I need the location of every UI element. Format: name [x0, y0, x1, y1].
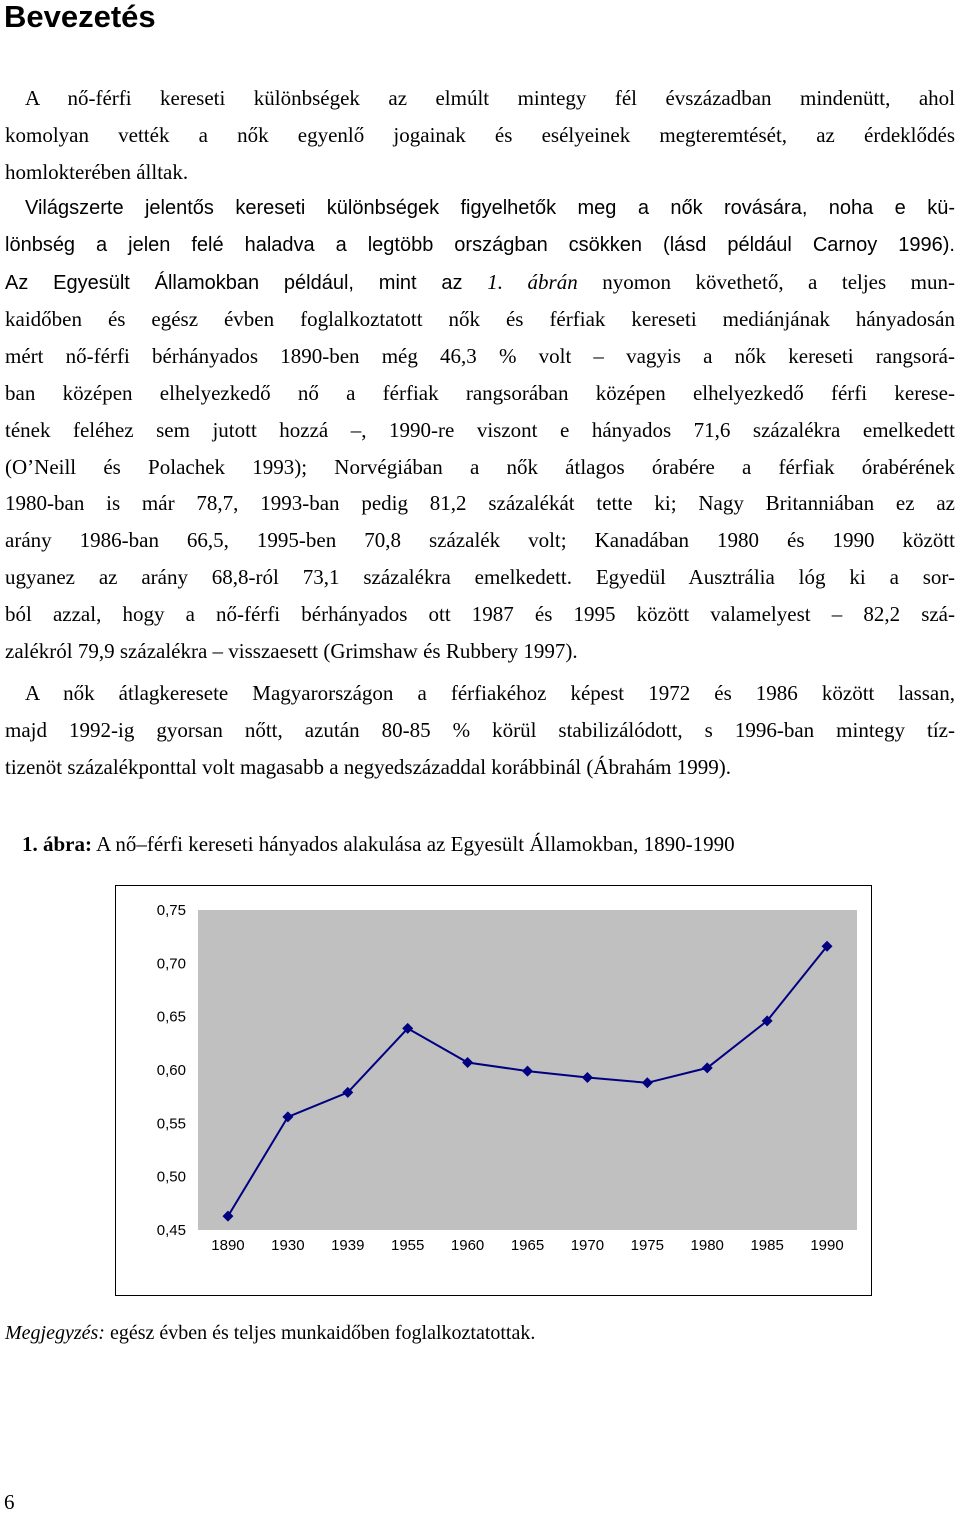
section-heading: Bevezetés — [4, 0, 156, 34]
x-axis-ticks — [211, 1237, 843, 1254]
y-axis-ticks — [157, 902, 186, 1239]
figure-caption — [22, 826, 735, 862]
paragraph-line: majd 1992-ig gyorsan nőtt, azután 80-85 % körül stabilizálódott, s 1996-ban mintegy tíz- — [5, 717, 955, 742]
x-tick-label: 1890 — [211, 1237, 245, 1254]
x-tick-label: 1955 — [390, 1237, 425, 1254]
x-tick-label: 1990 — [810, 1237, 844, 1254]
figure-note — [5, 1315, 535, 1351]
figure-caption-label: 1. ábra: — [22, 832, 92, 856]
x-tick-label: 1970 — [570, 1237, 605, 1254]
x-tick-label: 1960 — [450, 1237, 485, 1254]
paragraph-2 — [5, 190, 955, 669]
paragraph-1 — [5, 80, 955, 190]
y-tick-label: 0,65 — [156, 1008, 186, 1026]
figure-note-label: Megjegyzés: — [5, 1322, 105, 1344]
chart-frame — [115, 885, 872, 1296]
paragraph-line: (O’Neill és Polachek 1993); Norvégiában a nők átlagos órabére a férfiak órabérének — [5, 454, 955, 479]
inline-sans-text: Az Egyesült Államokban például, mint az — [5, 271, 488, 294]
paragraph-line: kaidőben és egész évben foglalkoztatott nők és férfiak kereseti mediánjának hányadosán — [5, 307, 955, 332]
paragraph-line: ban középen elhelyezkedő nő a férfiak rangsorában középen elhelyezkedő férfi kerese- — [5, 380, 955, 405]
x-tick-label: 1980 — [690, 1237, 724, 1254]
paragraph-line: arány 1986-ban 66,5, 1995-ben 70,8 százalék volt; Kanadában 1980 és 1990 között — [5, 528, 955, 553]
y-tick-label: 0,60 — [156, 1062, 186, 1079]
figure-caption-text: A nő–férfi kereseti hányados alakulása az Egyesült Államokban, 1890-1990 — [92, 832, 735, 856]
paragraph-line: Világszerte jelentős kereseti különbségek figyelhetők meg a nők rovására, noha e kü- — [25, 197, 955, 219]
paragraph-line: 1980-ban is már 78,7, 1993-ban pedig 81,2 százalékát tette ki; Nagy Britanniában ez az — [5, 491, 955, 516]
x-tick-label: 1965 — [510, 1237, 545, 1254]
line-chart — [116, 886, 871, 1295]
x-tick-label: 1975 — [630, 1237, 665, 1254]
inline-serif-text: nyomon követhető, a teljes mun- — [577, 269, 955, 294]
x-tick-label: 1985 — [750, 1237, 784, 1254]
x-tick-label: 1930 — [271, 1237, 305, 1254]
paragraph-line: komolyan vették a nők egyenlő jogainak és esélyeinek megteremtését, az érdeklődés — [5, 122, 955, 147]
y-tick-label: 0,55 — [156, 1115, 186, 1133]
figure-reference: 1. ábrán — [487, 269, 578, 294]
page-number: 6 — [4, 1490, 15, 1514]
paragraph-line: A nők átlagkeresete Magyarországon a férfiakéhoz képest 1972 és 1986 között lassan, — [25, 681, 955, 705]
paragraph-line: zalékról 79,9 százalékra – visszaesett (Grimshaw és Rubbery 1997). — [5, 638, 578, 663]
paragraph-line: lönbség a jelen felé haladva a legtöbb országban csökken (lásd például Carnoy 1996). — [5, 233, 955, 256]
paragraph-line: tizenöt százalékponttal volt magasabb a negyedszázaddal korábbinál (Ábrahám 1999). — [5, 754, 731, 779]
y-tick-label: 0,75 — [156, 902, 186, 919]
paragraph-line: tének feléhez sem jutott hozzá –, 1990-re viszont e hányados 71,6 százalékra emelkedett — [5, 417, 955, 442]
y-tick-label: 0,45 — [156, 1222, 186, 1239]
paragraph-line-mixed — [5, 264, 955, 302]
paragraph-line: ból azzal, hogy a nő-férfi bérhányados ott 1987 és 1995 között valamelyest – 82,2 szá- — [5, 601, 955, 626]
figure-note-text: egész évben és teljes munkaidőben foglalkoztatottak. — [104, 1322, 536, 1344]
y-tick-label: 0,50 — [156, 1168, 186, 1186]
paragraph-line: mért nő-férfi bérhányados 1890-ben még 46,3 % volt – vagyis a nők kereseti rangsorá- — [5, 344, 955, 369]
x-tick-label: 1939 — [331, 1237, 365, 1254]
paragraph-line: A nő-férfi kereseti különbségek az elmúlt mintegy fél évszázadban mindenütt, ahol — [25, 86, 955, 110]
paragraph-line: homlokterében álltak. — [5, 159, 189, 184]
paragraph-line: ugyanez az arány 68,8-ról 73,1 százalékra emelkedett. Egyedül Ausztrália lóg ki a sor- — [5, 564, 955, 589]
y-tick-label: 0,70 — [156, 955, 186, 973]
paragraph-3 — [5, 675, 955, 785]
